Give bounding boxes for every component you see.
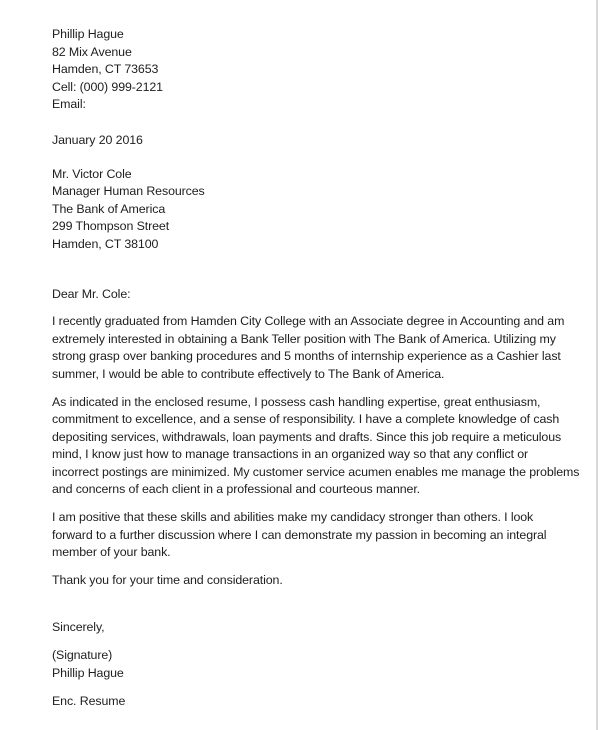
body-paragraph-1: [52, 313, 572, 383]
paragraph-line: incorrect postings are minimized. My customer service acumen enables me manage the problems: [52, 464, 580, 479]
paragraph-line: member of your bank.: [52, 545, 171, 560]
sender-city: Hamden, CT 73653: [52, 62, 159, 77]
paragraph-line: mind, I know just how to manage transactions in an organized way so that any conflict or: [52, 447, 529, 462]
letter-date: January 20 2016: [52, 132, 143, 147]
paragraph-line: summer, I would be able to contribute effectively to The Bank of America.: [52, 366, 445, 381]
salutation: Dear Mr. Cole:: [52, 286, 131, 301]
sender-address: [52, 26, 572, 114]
cover-letter: [52, 26, 580, 711]
recipient-city: Hamden, CT 38100: [52, 236, 159, 251]
paragraph-line: commitment to excellence, and a sense of responsibility. I have a complete knowledge of cash: [52, 412, 560, 427]
paragraph-line: forward to a further discussion where I can demonstrate my passion in becoming an integral: [52, 527, 547, 542]
closing-block: [52, 619, 572, 710]
enclosure-note: Enc. Resume: [52, 694, 126, 709]
sign-off: Sincerely,: [52, 620, 105, 635]
body-paragraph-3: [52, 509, 572, 562]
paragraph-line: strong grasp over banking procedures and 5 months of internship experience as a Cashier last: [52, 349, 561, 364]
paragraph-line: and concerns of each client in a professional and courteous manner.: [52, 482, 421, 497]
thanks-line: Thank you for your time and consideration.: [52, 572, 283, 587]
paragraph-line: extremely interested in obtaining a Bank Teller position with The Bank of America. Utilizing my: [52, 331, 556, 346]
recipient-street: 299 Thompson Street: [52, 219, 170, 234]
sender-email: Email:: [52, 97, 86, 112]
sender-street: 82 Mix Avenue: [52, 44, 132, 59]
recipient-name: Mr. Victor Cole: [52, 166, 132, 181]
paragraph-line: I am positive that these skills and abilities make my candidacy stronger than others. I look: [52, 510, 534, 525]
closing-name: Phillip Hague: [52, 665, 124, 680]
recipient-title: Manager Human Resources: [52, 184, 205, 199]
sender-name: Phillip Hague: [52, 27, 124, 41]
recipient-company: The Bank of America: [52, 201, 166, 216]
sender-cell: Cell: (000) 999-2121: [52, 79, 163, 94]
body-paragraph-2: [52, 394, 580, 500]
paragraph-line: depositing services, withdrawals, loan payments and drafts. Since this job require a meticulous: [52, 429, 562, 444]
recipient-address: [52, 166, 572, 254]
paragraph-line: I recently graduated from Hamden City College with an Associate degree in Accounting and am: [52, 314, 565, 329]
signature-placeholder: (Signature): [52, 648, 113, 663]
paragraph-line: As indicated in the enclosed resume, I possess cash handling expertise, great enthusiasm,: [52, 394, 541, 409]
